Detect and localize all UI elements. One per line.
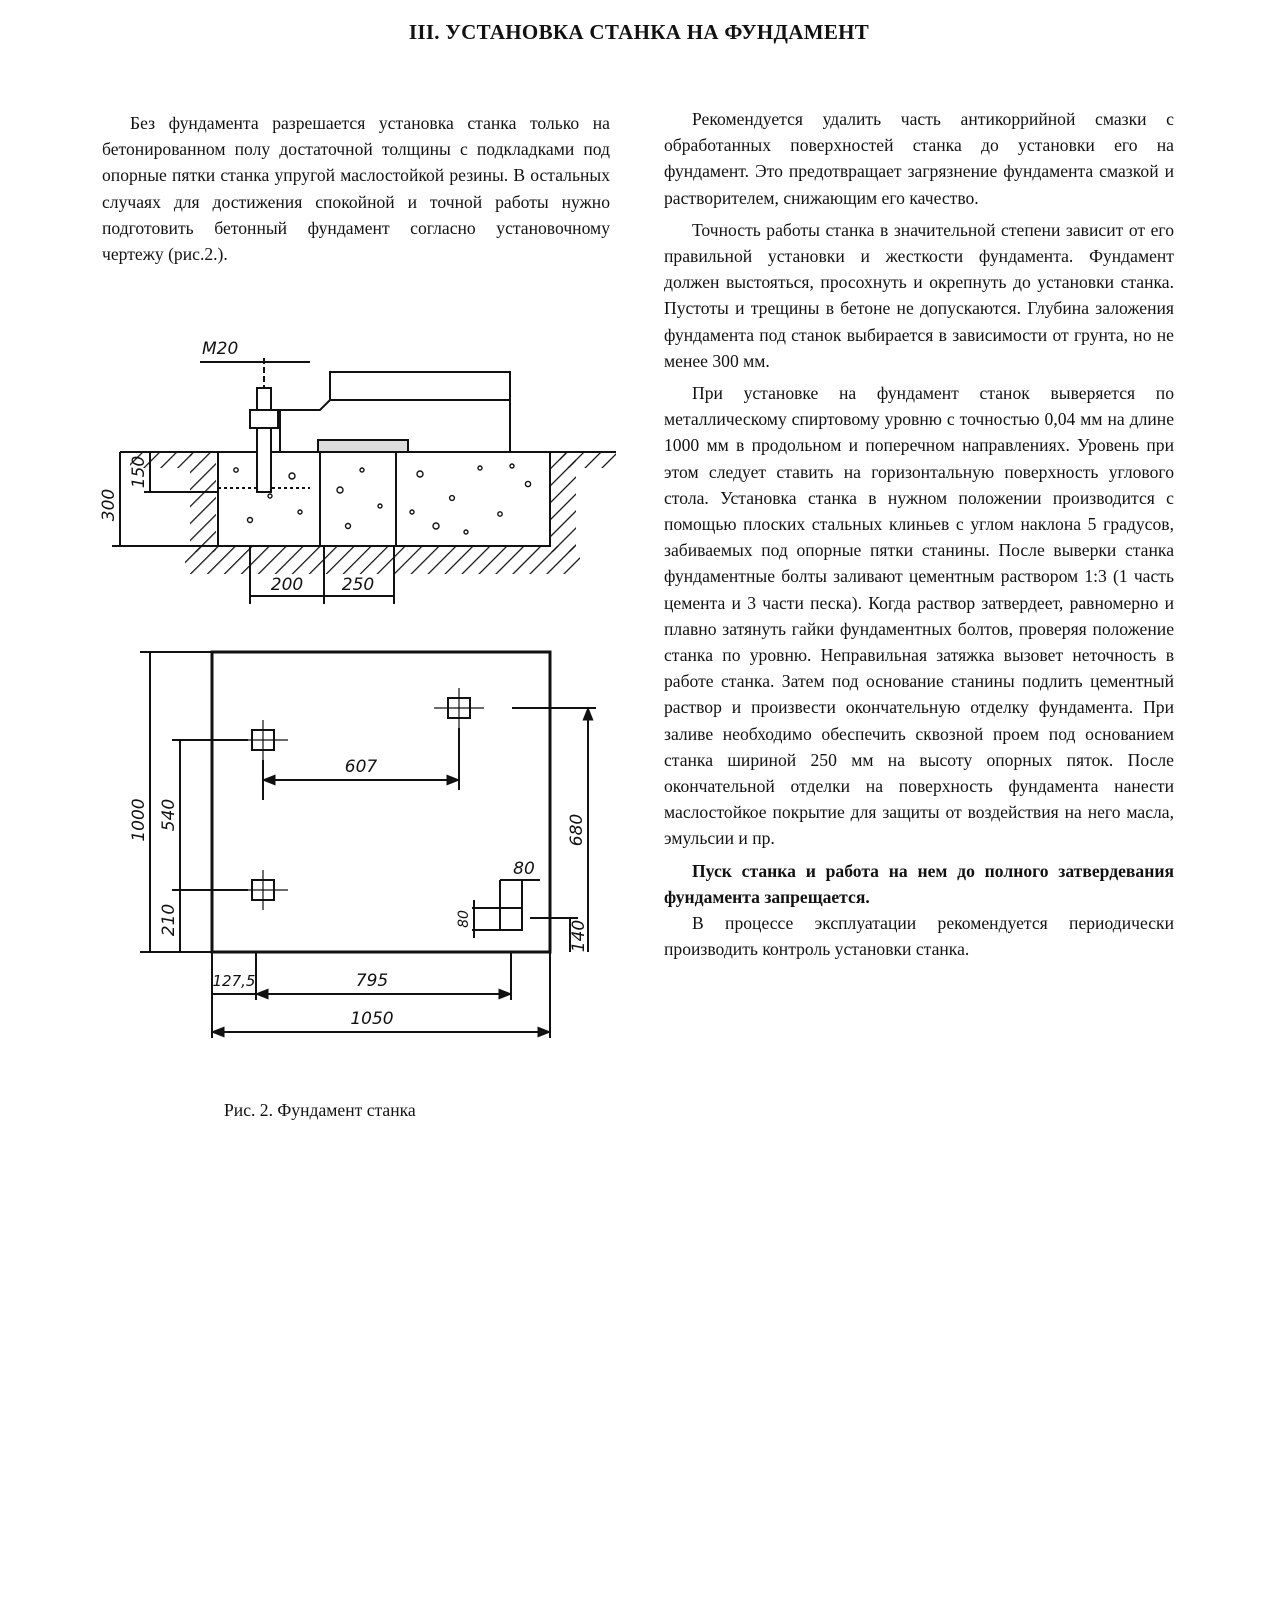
top-layer-label: 150 [129,455,149,489]
anchor-bolt [257,388,271,492]
right-paragraph-final: В процессе эксплуатации рекомендуется периодически производить контроль установки станка. [664,913,1174,960]
bolt-hole-bottom-right [500,908,522,930]
left-paragraph: Без фундамента разрешается установка станка только на бетонированном полу достаточной толщины с подкладками под опорные пятки станка упругой маслостойкой резины. В остальных случаях для достижения спокойной и точной работы нужно подготовить бетонный фундамент согласно установочному чертежу (рис.2.). [102,113,610,265]
left-offset-label: 127,5 [212,972,256,990]
page-title: III. УСТАНОВКА СТАНКА НА ФУНДАМЕНТ [408,20,870,44]
right-span-label: 680 [567,813,587,847]
right-bottom-label: 140 [569,919,589,953]
left-span-label: 540 [159,798,179,832]
width-a-label: 200 [270,575,304,595]
figure-caption: Рис. 2. Фундамент станка [224,1100,416,1120]
hole-width-label: 80 [513,859,535,879]
plan-height-label: 1000 [129,798,149,842]
right-paragraph-1: Рекомендуется удалить часть антикоррийной смазки с обработанных поверхностей станка до установки его на фундамент. Это предотвращает загрязнение фундамента смазкой и растворителем, снижающим его качество. [664,109,1174,208]
ground-hatch-top-right [560,452,616,468]
ground-hatch-bottom [185,546,580,574]
bottom-span-label: 795 [355,971,389,991]
warning-paragraph: Пуск станка и работа на нем до полного затвердевания фундамента запрещается. [664,860,1174,907]
foundation-section [112,358,616,604]
depth-label: 300 [99,488,119,522]
total-width-label: 1050 [350,1009,394,1029]
right-paragraph-2: Точность работы станка в значительной степени зависит от его правильной установки и жесткости фундамента. Фундамент должен выстояться, просохнуть и окрепнуть до установки станка. Пустоты и трещины в бетоне не допускаются. Глубина заложения фундамента под станок выбирается в зависимости от грунта, но не менее 300 мм. [664,219,1174,371]
right-paragraph-3: При установке на фундамент станок выверяется по металлическому спиртовому уровню с точностью 0,04 мм на длине 1000 мм в продольном и поперечном направлениях. Уровень при этом следует ставить на горизонтальную поверхность углового стола. Установка станка в нужном положении производится с помощью плоских стальных клиньев с углом наклона 5 градусов, забиваемых под опорные пятки станины. После выверки станка фундаментные болты заливают цементным раствором 1:3 (1 часть цемента и 3 части песка). Когда раствор затвердеет, равномерно и плавно затянуть гайки фундаментных болтов, проверяя положение станка по уровню. Неправильная затяжка вызовет неточность в работе станка. Затем под основание станины подлить цементный раствор и произвести окончательную отделку фундамента. При заливе необходимо обеспечить сквозной проем под основанием станка шириной 250 мм на высоту опорных пяток. После окончательной отделки на поверхность фундамента нанести маслостойкое покрытие для защиты от воздействия на него масла, эмульсии и пр. [664,383,1174,849]
width-b-label: 250 [341,575,375,595]
ground-hatch-left [190,452,216,552]
bolt-size-label: М20 [202,339,239,359]
hole-height-label: 80 [456,910,472,928]
bolt-spacing-label: 607 [344,757,378,777]
left-bottom-label: 210 [159,903,179,937]
